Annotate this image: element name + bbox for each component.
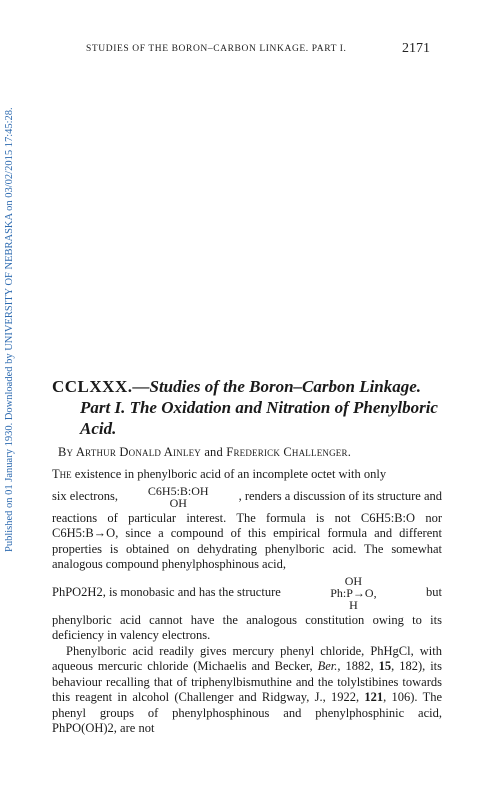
running-head	[86, 41, 430, 56]
p2-text-d: , 106). The phenyl groups of phenylphosphinous and phenylphosphinic acid, PhPO(OH)2, are not	[52, 690, 442, 735]
authors-line	[52, 445, 442, 460]
article-number: CCLXXX.	[52, 377, 133, 396]
article-title-text: —Studies of the Boron–Carbon Linkage. Part I. The Oxidation and Nitration of Phenylboric Acid.	[80, 377, 438, 438]
p2-text-b: , 1882,	[337, 659, 374, 673]
but-text: but	[426, 585, 442, 599]
monobasic-text: PhPO2H2, is monobasic and has the structure	[52, 585, 281, 599]
p2-text-c: , 182), its behaviour recalling that of triphenylbismuthine and the tolylstibines towards this reagent in alcohol (Challenger and Ridgway, J., 1922,	[52, 659, 443, 704]
formula-phos-top: OH	[344, 573, 363, 588]
paragraph-1-line-1	[52, 467, 442, 483]
formula-phos-bottom: H	[349, 597, 358, 612]
formula-line-2	[52, 575, 442, 611]
watermark-strip	[0, 0, 24, 560]
formula-phosphinous	[330, 575, 376, 611]
paragraph-2	[52, 644, 442, 737]
article	[52, 376, 442, 737]
formula-line-1	[52, 485, 442, 509]
running-head-title: STUDIES OF THE BORON–CARBON LINKAGE. PART I.	[86, 44, 347, 54]
p2-text-a: Phenylboric acid readily gives mercury phenyl chloride, PhHgCl, with aqueous mercuric chloride (Michaelis and Becker,	[52, 643, 442, 673]
formula-boric-bottom: OH	[169, 495, 187, 510]
paragraph-1-start: existence in phenylboric acid of an incomplete octet with only	[74, 467, 387, 481]
by-word: By	[58, 445, 74, 459]
six-electrons-text: six electrons,	[52, 489, 118, 503]
and-word: and	[204, 445, 223, 459]
paragraph-1-end: phenylboric acid cannot have the analogous constitution owing to its deficiency in valency electrons.	[52, 612, 442, 642]
formula-phos-mid: Ph:P→O,	[330, 585, 377, 600]
article-title	[52, 376, 442, 439]
renders-text: , renders a discussion of its structure and	[238, 489, 442, 503]
paragraph-1-middle: reactions of particular interest. The formula is not C6H5:B:O nor C6H5:B→O, since a compound of this empirical formula and different properties is obtained on dehydrating phenylboric acid. The somewhat analogous compound phenylphosphinous acid,	[52, 510, 442, 571]
lead-word: The	[52, 467, 72, 481]
formula-boric-acid	[148, 485, 209, 509]
formula-boric-top: C6H5:B:OH	[147, 483, 209, 498]
download-watermark: Published on 01 January 1930. Downloaded by UNIVERSITY OF NEBRASKA on 03/02/2015 17:45:28.	[4, 107, 15, 552]
author-challenger: Frederick Challenger.	[226, 445, 352, 459]
author-ainley: Arthur Donald Ainley	[75, 445, 201, 459]
journal-ber: Ber.	[317, 659, 338, 673]
volume-15: 15	[378, 659, 392, 673]
volume-121: 121	[364, 690, 384, 704]
page-number: 2171	[402, 41, 430, 56]
